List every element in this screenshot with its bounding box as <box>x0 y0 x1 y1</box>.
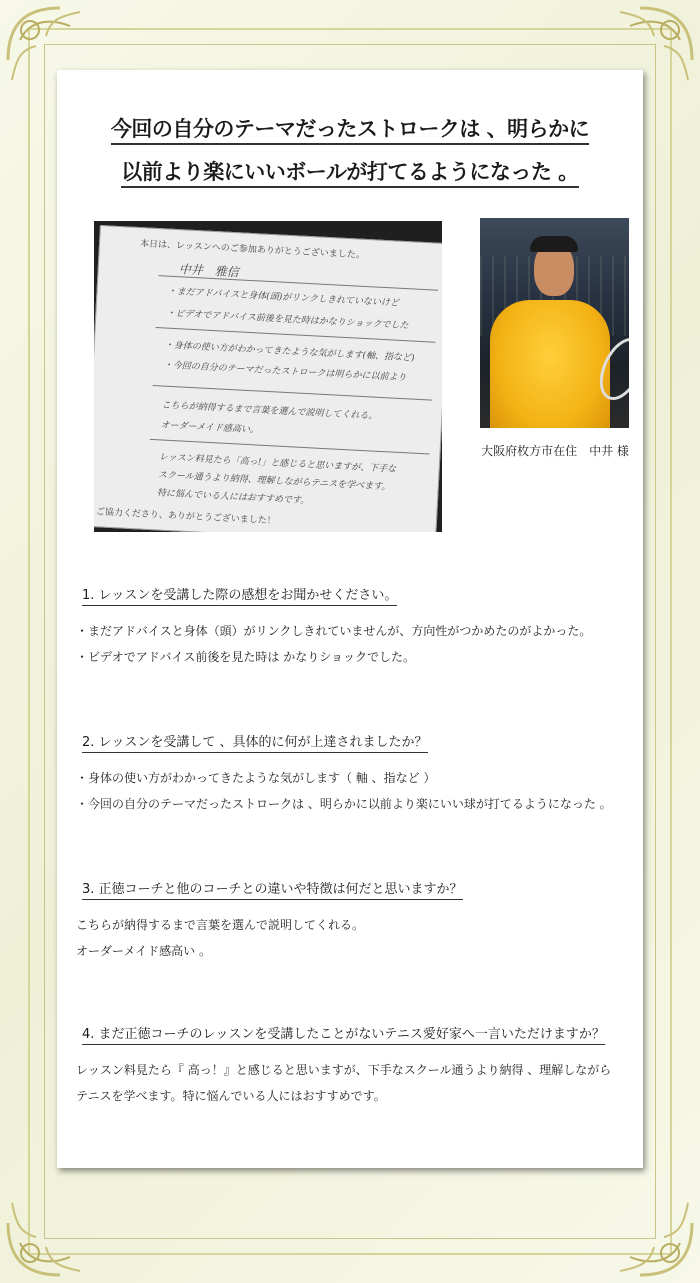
testimonial-card <box>57 70 643 1168</box>
survey-sheet-photo <box>94 221 442 532</box>
survey-line: オーダーメイド感高い。 <box>160 420 260 436</box>
headline-line-2: 以前より楽にいいボールが打てるようになった 。 <box>121 160 578 188</box>
survey-line: ・今回の自分のテーマだったストロークは明らかに以前より <box>163 360 407 384</box>
answer-line: ・身体の使い方がわかってきたような気がします（ 軸 、指など ） <box>76 771 436 785</box>
question-title: 3. 正徳コーチと他のコーチとの違いや特徴は何だと思いますか？ <box>82 878 463 900</box>
photo-shirt <box>490 300 610 428</box>
answer-line: ・ビデオでアドバイス前後を見た時は かなりショックでした。 <box>76 650 415 664</box>
answer-line: レッスン料見たら『 高っ！』と感じると思いますが、下手なスクール通うより納得 、理解しながら <box>76 1063 612 1077</box>
question-title: 2. レッスンを受講して 、具体的に何が上達されましたか？ <box>82 731 428 753</box>
survey-line: レッスン料見たら「高っ!」と感じると思いますが、下手な <box>158 452 397 475</box>
survey-line: 本日は、レッスンへのご参加ありがとうございました。 <box>139 239 365 261</box>
survey-sheet <box>94 225 442 532</box>
answer-line: オーダーメイド感高い 。 <box>76 944 211 958</box>
answer-line: テニスを学べます。特に悩んでいる人にはおすすめです。 <box>76 1089 386 1103</box>
answer-line: ・まだアドバイスと身体（頭）がリンクしきれていませんが、方向性がつかめたのがよかった。 <box>76 624 592 638</box>
question-title: 1. レッスンを受講した際の感想をお聞かせください。 <box>82 584 397 606</box>
headline-line-1: 今回の自分のテーマだったストロークは 、明らかに <box>111 117 589 145</box>
customer-caption: 大阪府枚方市在住 中井 様 <box>481 444 629 458</box>
survey-line: 特に悩んでいる人にはおすすめです。 <box>156 488 310 507</box>
corner-ornament-icon <box>590 1173 700 1283</box>
survey-line: 中井 雅信 <box>178 262 240 280</box>
survey-line: こちらが納得するまで言葉を選んで説明してくれる。 <box>161 400 378 422</box>
survey-line: スクール通うより納得、理解しながらテニスを学べます。 <box>157 470 391 493</box>
corner-ornament-icon <box>0 1173 110 1283</box>
answer-line: こちらが納得するまで言葉を選んで説明してくれる。 <box>76 918 365 932</box>
survey-line: ・まだアドバイスと身体(頭)がリンクしきれていないけど <box>167 286 400 309</box>
photo-cap <box>530 236 578 252</box>
page-title <box>57 108 643 194</box>
question-title: 4. まだ正徳コーチのレッスンを受講したことがないテニス愛好家へ一言いただけますか？ <box>82 1023 605 1045</box>
survey-line: ・身体の使い方がわかってきたような気がします(軸、指など) <box>164 340 415 364</box>
survey-line: ご協力くださり、ありがとうございました！ <box>95 507 276 527</box>
survey-line: ・ビデオでアドバイス前後を見た時はかなりショックでした <box>166 308 409 332</box>
answer-line: ・今回の自分のテーマだったストロークは 、明らかに以前より楽にいい球が打てるようになった 。 <box>76 797 612 811</box>
customer-photo <box>480 218 629 428</box>
